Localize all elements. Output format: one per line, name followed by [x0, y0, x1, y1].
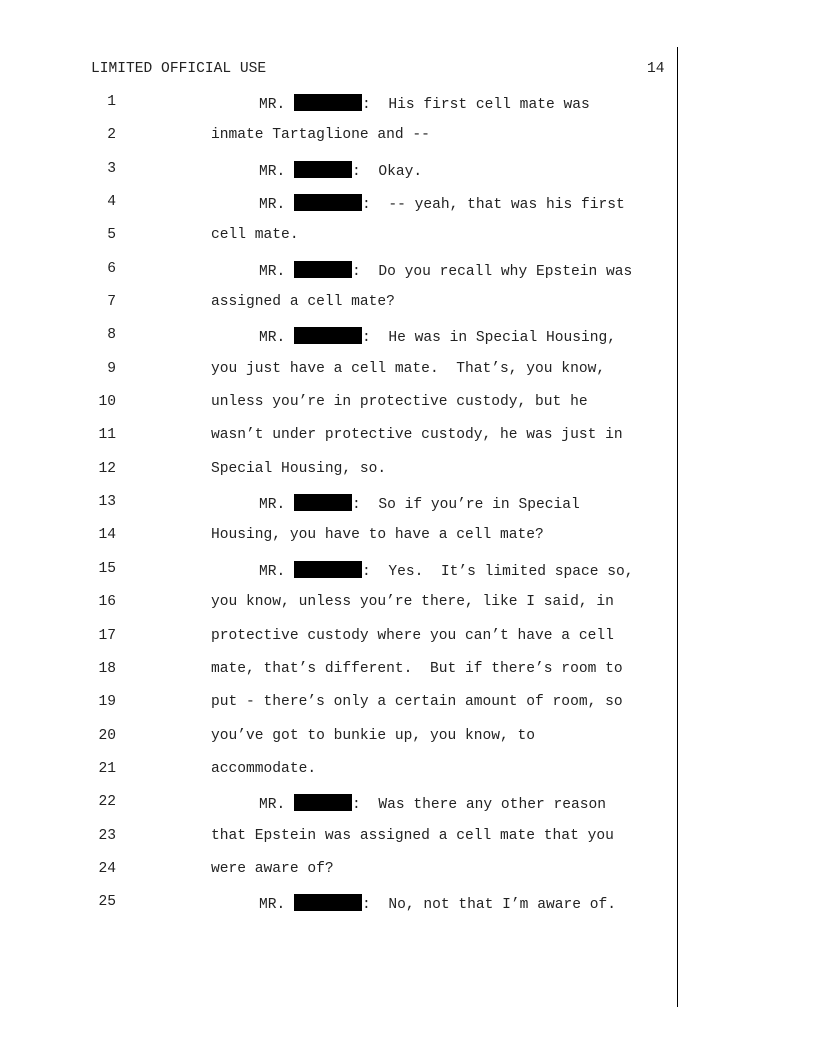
transcript-line [0, 427, 816, 460]
transcript-line [0, 127, 816, 160]
line-number: 3 [107, 160, 116, 177]
redaction-box [294, 194, 362, 211]
redaction-box [294, 261, 352, 278]
transcript-line [0, 561, 816, 594]
speaker-line [259, 794, 606, 813]
speaker-statement: : No, not that I’m aware of. [362, 897, 617, 914]
line-text: you just have a cell mate. That’s, you know, [211, 360, 606, 377]
speaker-statement: : He was in Special Housing, [362, 330, 617, 347]
line-number: 20 [98, 727, 116, 744]
line-number: 9 [107, 360, 116, 377]
speaker-title: MR. [259, 497, 286, 514]
transcript-line [0, 661, 816, 694]
speaker-line [259, 94, 590, 113]
transcript-line [0, 794, 816, 827]
redaction-box [294, 161, 352, 178]
speaker-line [259, 894, 616, 913]
line-text: protective custody where you can’t have a cell [211, 627, 614, 644]
line-text: that Epstein was assigned a cell mate that you [211, 827, 614, 844]
line-text: accommodate. [211, 760, 317, 777]
transcript-line [0, 828, 816, 861]
redaction-box [294, 794, 352, 811]
line-number: 7 [107, 294, 116, 311]
line-number: 11 [98, 427, 116, 444]
transcript-line [0, 894, 816, 927]
speaker-title: MR. [259, 563, 286, 580]
line-number: 18 [98, 660, 116, 677]
speaker-line [259, 161, 422, 180]
transcript-line [0, 361, 816, 394]
line-number: 1 [107, 94, 116, 110]
line-number: 2 [107, 127, 116, 144]
speaker-statement: : Was there any other reason [352, 797, 607, 814]
line-text: cell mate. [211, 227, 299, 244]
transcript-line [0, 694, 816, 727]
speaker-line [259, 261, 632, 280]
transcript-line [0, 227, 816, 260]
line-text: Housing, you have to have a cell mate? [211, 527, 544, 544]
line-number: 12 [98, 460, 116, 477]
line-number: 4 [107, 194, 116, 211]
speaker-title: MR. [259, 97, 286, 113]
speaker-line [259, 327, 616, 346]
transcript-lines [0, 94, 816, 928]
speaker-title: MR. [259, 263, 286, 280]
speaker-statement: : Yes. It’s limited space so, [362, 563, 634, 580]
transcript-line [0, 261, 816, 294]
line-text: were aware of? [211, 860, 334, 877]
transcript-line [0, 394, 816, 427]
line-number: 15 [98, 560, 116, 577]
transcript-line [0, 628, 816, 661]
transcript-line [0, 861, 816, 894]
transcript-line [0, 461, 816, 494]
line-text: wasn’t under protective custody, he was just in [211, 427, 623, 444]
line-number: 17 [98, 627, 116, 644]
speaker-title: MR. [259, 163, 286, 180]
line-number: 24 [98, 860, 116, 877]
transcript-line [0, 194, 816, 227]
redaction-box [294, 894, 362, 911]
line-number: 16 [98, 594, 116, 611]
line-text: Special Housing, so. [211, 460, 387, 477]
redaction-box [294, 327, 362, 344]
speaker-statement: : -- yeah, that was his first [362, 197, 625, 214]
line-number: 25 [98, 894, 116, 911]
classification-header: LIMITED OFFICIAL USE [91, 61, 267, 77]
speaker-title: MR. [259, 897, 286, 914]
line-text: you’ve got to bunkie up, you know, to [211, 727, 536, 744]
line-number: 10 [98, 394, 116, 411]
speaker-statement: : Do you recall why Epstein was [352, 263, 633, 280]
line-number: 14 [98, 527, 116, 544]
line-number: 19 [98, 694, 116, 711]
speaker-title: MR. [259, 197, 286, 214]
transcript-line [0, 294, 816, 327]
transcript-line [0, 161, 816, 194]
redaction-box [294, 94, 362, 111]
speaker-title: MR. [259, 330, 286, 347]
speaker-line [259, 194, 625, 213]
speaker-line [259, 494, 580, 513]
transcript-line [0, 494, 816, 527]
line-number: 23 [98, 827, 116, 844]
line-text: unless you’re in protective custody, but he [211, 394, 588, 411]
page-number: 14 [647, 61, 665, 77]
transcript-line [0, 327, 816, 360]
line-text: assigned a cell mate? [211, 294, 395, 311]
transcript-line [0, 728, 816, 761]
speaker-statement: : His first cell mate was [362, 97, 590, 113]
line-number: 6 [107, 260, 116, 277]
redaction-box [294, 561, 362, 578]
line-text: inmate Tartaglione and -- [211, 127, 430, 144]
line-number: 22 [98, 794, 116, 811]
speaker-title: MR. [259, 797, 286, 814]
line-number: 13 [98, 494, 116, 511]
line-number: 21 [98, 760, 116, 777]
line-number: 5 [107, 227, 116, 244]
speaker-statement: : So if you’re in Special [352, 497, 580, 514]
speaker-line [259, 561, 634, 580]
transcript-line [0, 594, 816, 627]
line-number: 8 [107, 327, 116, 344]
line-text: you know, unless you’re there, like I said, in [211, 594, 614, 611]
line-text: put - there’s only a certain amount of room, so [211, 694, 623, 711]
transcript-line [0, 761, 816, 794]
redaction-box [294, 494, 352, 511]
speaker-statement: : Okay. [352, 163, 423, 180]
line-text: mate, that’s different. But if there’s room to [211, 660, 623, 677]
transcript-line [0, 94, 816, 127]
transcript-line [0, 527, 816, 560]
